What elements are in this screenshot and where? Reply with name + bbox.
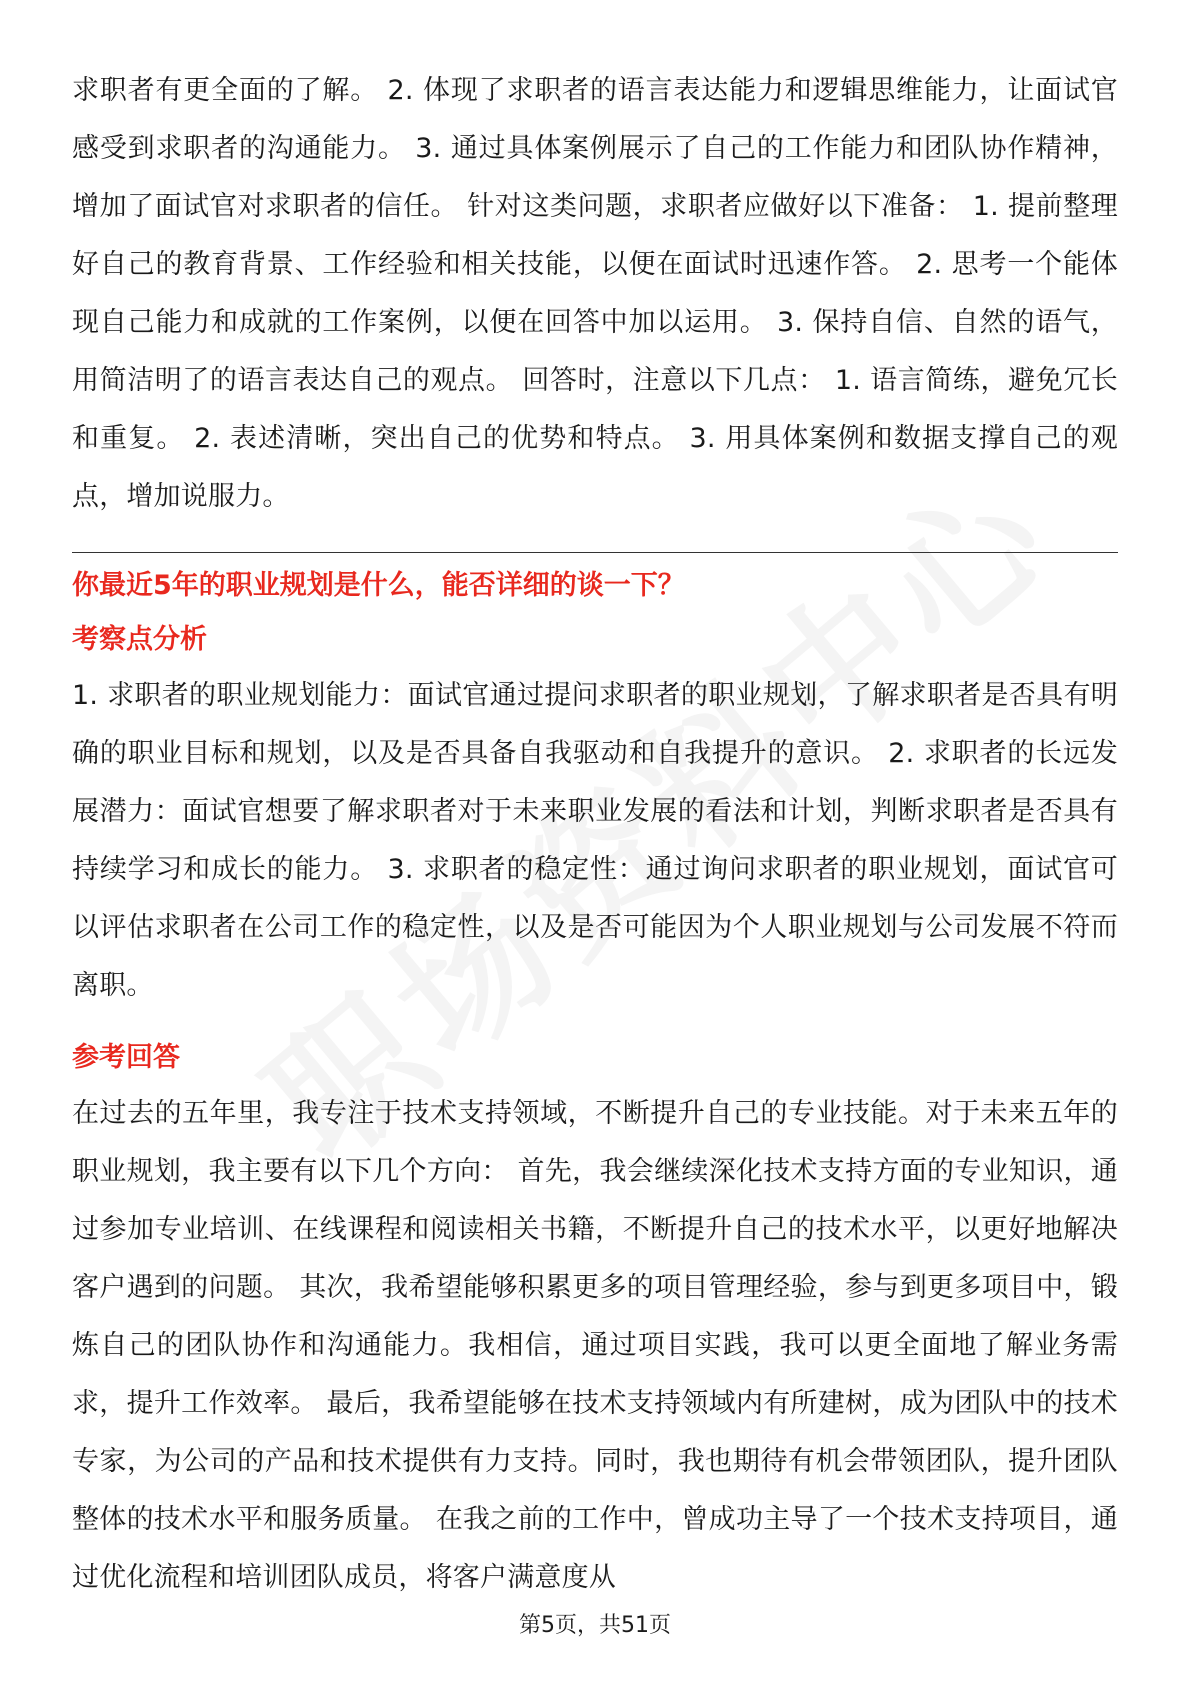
- question-title: 你最近5年的职业规划是什么，能否详细的谈一下？: [72, 570, 685, 601]
- analysis-paragraph: 1. 求职者的职业规划能力：面试官通过提问求职者的职业规划，了解求职者是否具有明确的职业目标和规划，以及是否具备自我驱动和自我提升的意识。 2. 求职者的长远发展潜力：面试官想要了解求职者对于未来职业发展的看法和计划，判断求职者是否具有持续学习和成长的能力。 3. 求职者的稳定性：通过询问求职者的职业规划，面试官可以评估求职者在公司工作的稳定性，以及是否可能因为个人职业规划与公司发展不符而离职。: [72, 680, 1118, 1001]
- answer-heading: 参考回答: [72, 1042, 180, 1073]
- section-divider: [72, 552, 1118, 553]
- analysis-heading: 考察点分析: [72, 624, 207, 655]
- intro-paragraph: 求职者有更全面的了解。 2. 体现了求职者的语言表达能力和逻辑思维能力，让面试官感受到求职者的沟通能力。 3. 通过具体案例展示了自己的工作能力和团队协作精神，增加了面试官对求职者的信任。 针对这类问题，求职者应做好以下准备： 1. 提前整理好自己的教育背景、工作经验和相关技能，以便在面试时迅速作答。 2. 思考一个能体现自己能力和成就的工作案例，以便在回答中加以运用。 3. 保持自信、自然的语气，用简洁明了的语言表达自己的观点。 回答时，注意以下几点： 1. 语言简练，避免冗长和重复。 2. 表述清晰，突出自己的优势和特点。 3. 用具体案例和数据支撑自己的观点，增加说服力。: [72, 75, 1118, 512]
- answer-paragraph: 在过去的五年里，我专注于技术支持领域，不断提升自己的专业技能。对于未来五年的职业规划，我主要有以下几个方向： 首先，我会继续深化技术支持方面的专业知识，通过参加专业培训、在线课程和阅读相关书籍，不断提升自己的技术水平，以更好地解决客户遇到的问题。 其次，我希望能够积累更多的项目管理经验，参与到更多项目中，锻炼自己的团队协作和沟通能力。我相信，通过项目实践，我可以更全面地了解业务需求，提升工作效率。 最后，我希望能够在技术支持领域内有所建树，成为团队中的技术专家，为公司的产品和技术提供有力支持。同时，我也期待有机会带领团队，提升团队整体的技术水平和服务质量。 在我之前的工作中，曾成功主导了一个技术支持项目，通过优化流程和培训团队成员，将客户满意度从: [72, 1098, 1118, 1593]
- page-number: 第5页，共51页: [519, 1613, 671, 1638]
- page-content: [72, 62, 1118, 1607]
